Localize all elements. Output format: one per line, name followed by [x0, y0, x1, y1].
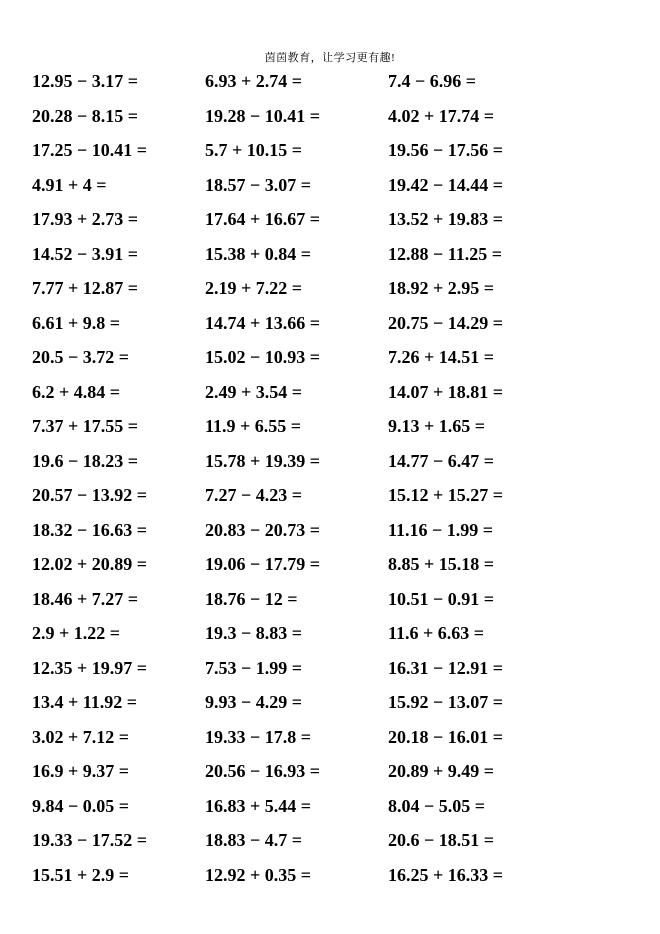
- problem-row: [0, 271, 660, 306]
- math-problem: 17.64 + 16.67 =: [205, 209, 321, 229]
- math-problem: 19.42 − 14.44 =: [388, 174, 504, 195]
- math-problem: 19.06 − 17.79 =: [205, 554, 321, 574]
- math-problem: 10.51 − 0.91 =: [388, 588, 495, 609]
- math-problem: 9.84 − 0.05 =: [32, 795, 130, 816]
- math-problem: 7.53 − 1.99 =: [205, 657, 303, 678]
- math-problem: 18.92 + 2.95 =: [388, 278, 495, 298]
- math-problem: 18.32 − 16.63 =: [32, 519, 148, 540]
- problem-row: [0, 306, 660, 341]
- math-problem: 2.49 + 3.54 =: [205, 381, 303, 402]
- problem-row: [0, 547, 660, 582]
- math-problem: 9.93 − 4.29 =: [205, 692, 303, 712]
- math-problem: 14.07 + 18.81 =: [388, 381, 504, 402]
- problem-row: [0, 616, 660, 651]
- math-problem: 15.51 + 2.9 =: [32, 864, 130, 885]
- math-problem: 20.56 − 16.93 =: [205, 761, 321, 781]
- problem-row: [0, 651, 660, 686]
- problem-row: [0, 168, 660, 203]
- math-problem: 20.75 − 14.29 =: [388, 312, 504, 333]
- math-problem: 17.93 + 2.73 =: [32, 209, 139, 229]
- math-problem: 6.2 + 4.84 =: [32, 381, 121, 402]
- math-problem: 20.89 + 9.49 =: [388, 761, 495, 781]
- math-problem: 12.95 − 3.17 =: [32, 71, 139, 91]
- math-problem: 16.9 + 9.37 =: [32, 761, 130, 781]
- math-problem: 11.9 + 6.55 =: [205, 416, 302, 436]
- math-problem: 19.3 − 8.83 =: [205, 623, 303, 643]
- problem-grid: [0, 64, 660, 892]
- problem-row: [0, 375, 660, 410]
- problem-row: [0, 858, 660, 893]
- math-problem: 12.88 − 11.25 =: [388, 243, 503, 264]
- math-problem: 4.91 + 4 =: [32, 174, 107, 195]
- math-problem: 19.33 − 17.52 =: [32, 830, 148, 850]
- problem-row: [0, 582, 660, 617]
- math-problem: 16.25 + 16.33 =: [388, 864, 504, 885]
- math-problem: 19.6 − 18.23 =: [32, 450, 139, 471]
- problem-row: [0, 409, 660, 444]
- math-problem: 15.12 + 15.27 =: [388, 485, 504, 505]
- math-problem: 2.9 + 1.22 =: [32, 623, 121, 643]
- problem-row: [0, 685, 660, 720]
- math-problem: 7.27 − 4.23 =: [205, 485, 303, 505]
- math-problem: 2.19 + 7.22 =: [205, 278, 303, 298]
- page-header: 茵茵教育，让学习更有趣!: [264, 52, 396, 64]
- math-problem: 20.83 − 20.73 =: [205, 519, 321, 540]
- math-problem: 7.4 − 6.96 =: [388, 71, 477, 91]
- math-problem: 17.25 − 10.41 =: [32, 140, 148, 160]
- problem-row: [0, 513, 660, 548]
- math-problem: 3.02 + 7.12 =: [32, 726, 130, 747]
- math-problem: 11.16 − 1.99 =: [388, 519, 494, 540]
- math-problem: 8.04 − 5.05 =: [388, 795, 486, 816]
- math-problem: 7.77 + 12.87 =: [32, 278, 139, 298]
- problem-row: [0, 720, 660, 755]
- math-problem: 14.77 − 6.47 =: [388, 450, 495, 471]
- math-problem: 12.92 + 0.35 =: [205, 864, 312, 885]
- problem-row: [0, 823, 660, 858]
- math-problem: 9.13 + 1.65 =: [388, 416, 486, 436]
- math-problem: 20.18 − 16.01 =: [388, 726, 504, 747]
- problem-row: [0, 754, 660, 789]
- problem-row: [0, 237, 660, 272]
- math-problem: 14.52 − 3.91 =: [32, 243, 139, 264]
- math-problem: 13.52 + 19.83 =: [388, 209, 504, 229]
- problem-row: [0, 133, 660, 168]
- problem-row: [0, 444, 660, 479]
- math-problem: 14.74 + 13.66 =: [205, 312, 321, 333]
- math-problem: 4.02 + 17.74 =: [388, 105, 495, 126]
- problem-row: [0, 202, 660, 237]
- problem-row: [0, 789, 660, 824]
- math-problem: 13.4 + 11.92 =: [32, 692, 138, 712]
- math-problem: 7.37 + 17.55 =: [32, 416, 139, 436]
- math-problem: 7.26 + 14.51 =: [388, 347, 495, 367]
- math-problem: 18.57 − 3.07 =: [205, 174, 312, 195]
- math-problem: 18.83 − 4.7 =: [205, 830, 303, 850]
- math-problem: 16.31 − 12.91 =: [388, 657, 504, 678]
- math-problem: 11.6 + 6.63 =: [388, 623, 485, 643]
- math-problem: 19.28 − 10.41 =: [205, 105, 321, 126]
- math-problem: 16.83 + 5.44 =: [205, 795, 312, 816]
- problem-row: [0, 64, 660, 99]
- math-problem: 6.93 + 2.74 =: [205, 71, 303, 91]
- math-problem: 20.6 − 18.51 =: [388, 830, 495, 850]
- math-problem: 19.56 − 17.56 =: [388, 140, 504, 160]
- math-problem: 20.57 − 13.92 =: [32, 485, 148, 505]
- math-problem: 15.38 + 0.84 =: [205, 243, 312, 264]
- math-problem: 20.5 − 3.72 =: [32, 347, 130, 367]
- problem-row: [0, 340, 660, 375]
- problem-row: [0, 478, 660, 513]
- math-problem: 18.46 + 7.27 =: [32, 588, 139, 609]
- math-problem: 12.35 + 19.97 =: [32, 657, 148, 678]
- math-problem: 8.85 + 15.18 =: [388, 554, 495, 574]
- math-problem: 6.61 + 9.8 =: [32, 312, 121, 333]
- math-problem: 18.76 − 12 =: [205, 588, 298, 609]
- math-problem: 12.02 + 20.89 =: [32, 554, 148, 574]
- math-problem: 15.92 − 13.07 =: [388, 692, 504, 712]
- math-problem: 15.02 − 10.93 =: [205, 347, 321, 367]
- problem-row: [0, 99, 660, 134]
- math-problem: 19.33 − 17.8 =: [205, 726, 312, 747]
- math-problem: 15.78 + 19.39 =: [205, 450, 321, 471]
- math-problem: 20.28 − 8.15 =: [32, 105, 139, 126]
- math-problem: 5.7 + 10.15 =: [205, 140, 303, 160]
